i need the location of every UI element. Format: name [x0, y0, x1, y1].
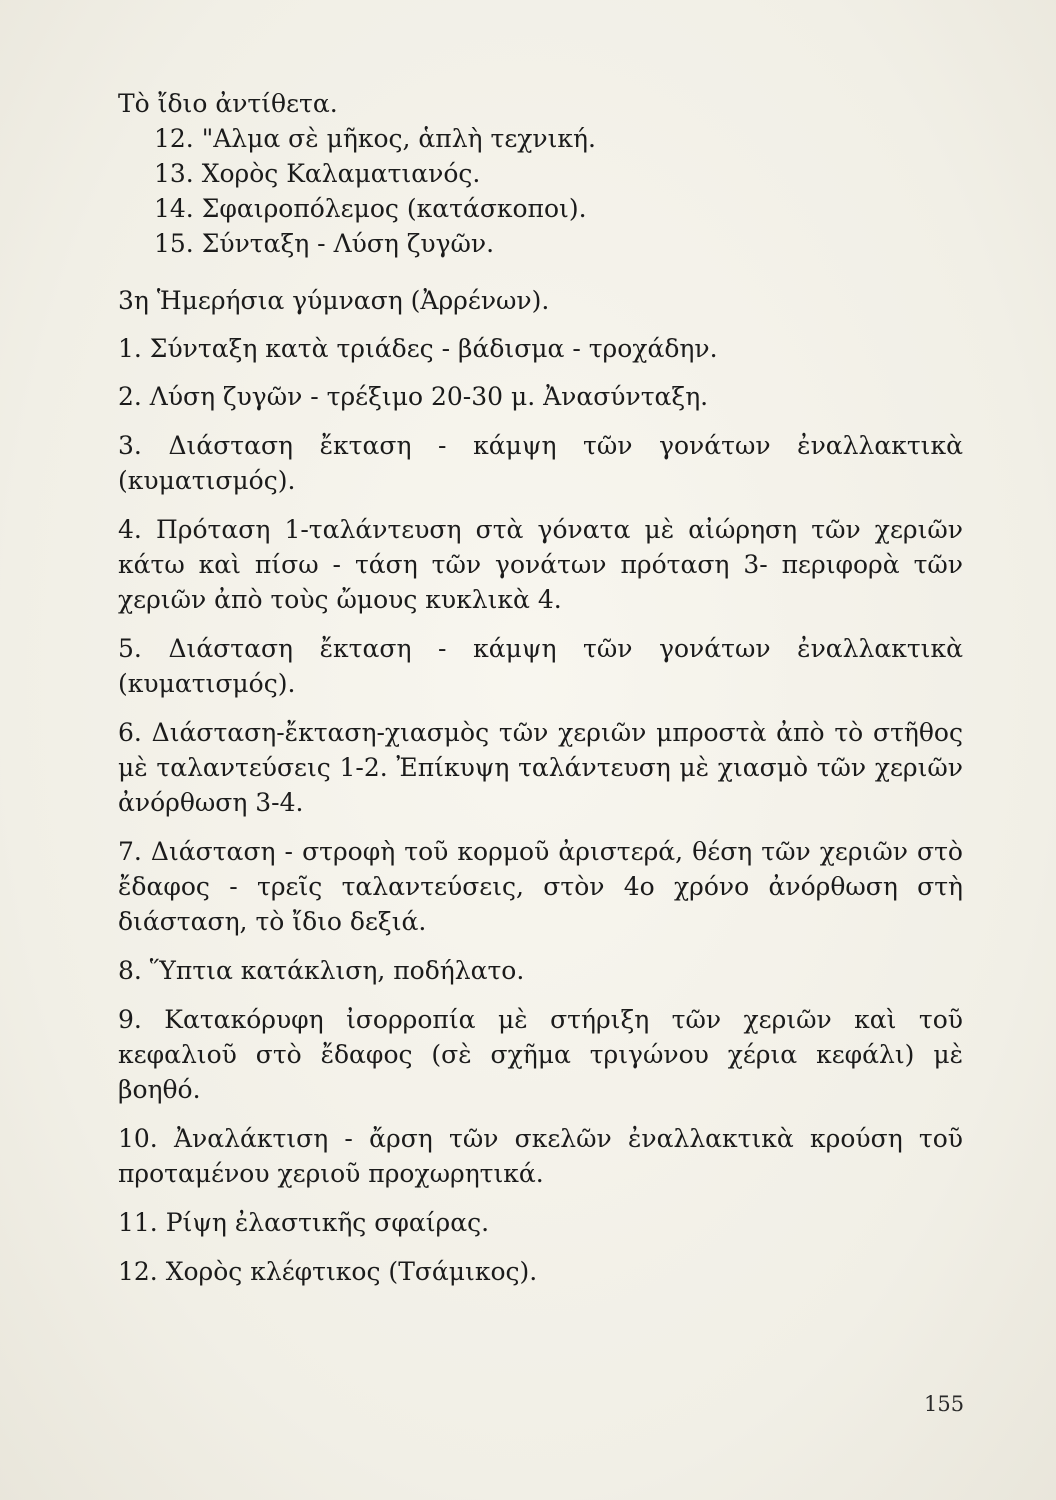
- exercise-2: 2. Λύση ζυγῶν - τρέξιμο 20-30 μ. Ἀνασύνταξη.: [118, 382, 709, 411]
- section-heading: 3η Ἡμερήσια γύμναση (Ἀρρένων).: [118, 286, 550, 315]
- exercise-4: 4. Πρόταση 1-ταλάντευση στὰ γόνατα μὲ αἰώρηση τῶν χεριῶν κάτω καὶ πίσω - τάση τῶν γονάτων πρόταση 3- περιφορὰ τῶν χεριῶν ἀπὸ τοὺς ὤμους κυκλικὰ 4.: [118, 515, 963, 614]
- text-line-1: Τὸ ἴδιο ἀντίθετα.: [118, 89, 338, 118]
- page-number: 155: [924, 1392, 965, 1416]
- exercise-5: 5. Διάσταση ἔκταση - κάμψη τῶν γονάτων ἐναλλακτικὰ (κυματισμός).: [118, 634, 963, 698]
- list-item-12: 12. "Αλμα σὲ μῆκος, ἁπλὴ τεχνική.: [154, 124, 596, 153]
- list-item-15: 15. Σύνταξη - Λύση ζυγῶν.: [154, 229, 495, 258]
- list-item-14: 14. Σφαιροπόλεμος (κατάσκοποι).: [154, 194, 587, 223]
- exercise-8: 8. Ὕπτια κατάκλιση, ποδήλατο.: [118, 956, 525, 985]
- exercise-10: 10. Ἀναλάκτιση - ἄρση τῶν σκελῶν ἐναλλακτικὰ κρούση τοῦ προταμένου χεριοῦ προχωρητικά.: [118, 1124, 963, 1188]
- exercise-12: 12. Χορὸς κλέφτικος (Τσάμικος).: [118, 1257, 538, 1286]
- exercise-6: 6. Διάσταση-ἔκταση-χιασμὸς τῶν χεριῶν μπροστὰ ἀπὸ τὸ στῆθος μὲ ταλαντεύσεις 1-2. Ἐπίκυψη ταλάντευση μὲ χιασμὸ τῶν χεριῶν ἀνόρθωση 3-4.: [118, 718, 963, 817]
- exercise-7: 7. Διάσταση - στροφὴ τοῦ κορμοῦ ἀριστερά, θέση τῶν χεριῶν στὸ ἔδαφος - τρεῖς ταλαντεύσεις, στὸν 4ο χρόνο ἀνόρθωση στὴ διάσταση, τὸ ἴδιο δεξιά.: [118, 837, 963, 936]
- list-item-13: 13. Χορὸς Καλαματιανός.: [154, 159, 481, 188]
- page-text: [118, 86, 963, 1289]
- exercise-11: 11. Ρίψη ἐλαστικῆς σφαίρας.: [118, 1208, 490, 1237]
- exercise-1: 1. Σύνταξη κατὰ τριάδες - βάδισμα - τροχάδην.: [118, 334, 718, 363]
- exercise-3: 3. Διάσταση ἔκταση - κάμψη τῶν γονάτων ἐναλλακτικὰ (κυματισμός).: [118, 431, 963, 495]
- exercise-9: 9. Κατακόρυφη ἰσορροπία μὲ στήριξη τῶν χεριῶν καὶ τοῦ κεφαλιοῦ στὸ ἔδαφος (σὲ σχῆμα τριγώνου χέρια κεφάλι) μὲ βοηθό.: [118, 1005, 963, 1104]
